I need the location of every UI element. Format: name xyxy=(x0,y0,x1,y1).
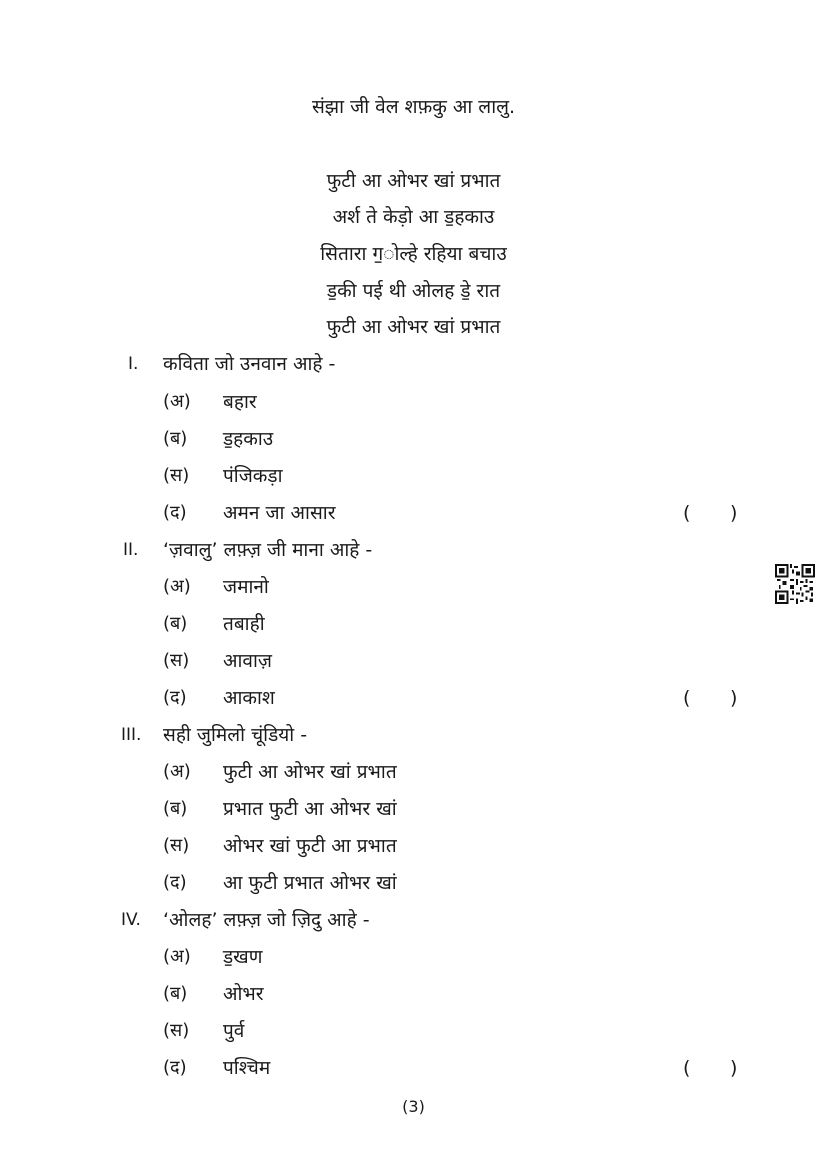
answer-bracket-open: ( xyxy=(683,502,691,524)
question-text: कविता जो उनवान आहे - xyxy=(163,353,336,375)
option-label: (द) xyxy=(163,687,187,708)
poem-line-4: ड॒की पई थी ओलह डे॒ रात xyxy=(326,280,501,302)
option-text: आवाज़ xyxy=(223,650,273,672)
answer-bracket-close: ) xyxy=(730,1057,738,1079)
option-label: (ब) xyxy=(163,428,188,449)
option-label: (ब) xyxy=(163,613,188,634)
qr-code-icon xyxy=(775,564,815,604)
question-number: I. xyxy=(128,354,139,374)
question-text: सही जुमिलो चूंडियो - xyxy=(163,724,308,746)
option-text: पश्चिम xyxy=(223,1057,271,1079)
option-label: (अ) xyxy=(163,391,191,412)
option-label: (द) xyxy=(163,872,187,893)
question-number: IV. xyxy=(121,910,141,930)
option-label: (अ) xyxy=(163,576,191,597)
option-label: (अ) xyxy=(163,946,191,967)
answer-bracket-close: ) xyxy=(730,687,738,709)
page-number: (3) xyxy=(402,1097,425,1116)
option-text: ड॒हकाउ xyxy=(223,428,274,450)
option-label: (ब) xyxy=(163,798,188,819)
option-label: (द) xyxy=(163,502,187,523)
option-text: प्रभात फुटी आ ओभर खां xyxy=(223,798,397,820)
answer-bracket-open: ( xyxy=(683,687,691,709)
option-text: आ फुटी प्रभात ओभर खां xyxy=(223,872,397,894)
option-text: अमन जा आसार xyxy=(223,502,336,524)
option-text: फुटी आ ओभर खां प्रभात xyxy=(223,761,397,783)
option-text: तबाही xyxy=(223,613,265,635)
question-number: II. xyxy=(123,540,139,560)
question-number: III. xyxy=(121,725,142,745)
option-label: (अ) xyxy=(163,761,191,782)
answer-bracket-open: ( xyxy=(683,1057,691,1079)
option-text: आकाश xyxy=(223,687,275,709)
answer-bracket-close: ) xyxy=(730,502,738,524)
poem-line-5: फुटी आ ओभर खां प्रभात xyxy=(326,316,501,338)
option-text: पुर्व xyxy=(223,1020,245,1042)
option-label: (स) xyxy=(163,1020,190,1041)
question-text: ‘ओलह’ लफ़्ज़ जो ज़िदु आहे - xyxy=(163,909,370,931)
option-text: पंजिकड़ा xyxy=(223,465,283,487)
question-text: ‘ज़वालु’ लफ़्ज़ जी माना आहे - xyxy=(163,539,373,561)
option-label: (द) xyxy=(163,1057,187,1078)
option-text: ड॒खण xyxy=(223,946,263,968)
option-label: (स) xyxy=(163,650,190,671)
option-text: ओभर खां फुटी आ प्रभात xyxy=(223,835,397,857)
option-label: (ब) xyxy=(163,983,188,1004)
poem-line-3: सितारा ग॒ोल्हे रहिया बचाउ xyxy=(320,243,507,265)
option-text: बहार xyxy=(223,391,257,413)
answer-bracket[interactable] xyxy=(683,686,738,710)
heading-line: संझा जी वेल शफ़कु आ लालु. xyxy=(311,96,516,118)
option-label: (स) xyxy=(163,835,190,856)
answer-bracket[interactable] xyxy=(683,501,738,525)
answer-bracket[interactable] xyxy=(683,1056,738,1080)
option-label: (स) xyxy=(163,465,190,486)
option-text: जमानो xyxy=(223,576,269,598)
poem-line-2: अर्श ते केड़ो आ ड॒हकाउ xyxy=(332,206,495,228)
poem-line-1: फुटी आ ओभर खां प्रभात xyxy=(326,170,501,192)
option-text: ओभर xyxy=(223,983,264,1005)
